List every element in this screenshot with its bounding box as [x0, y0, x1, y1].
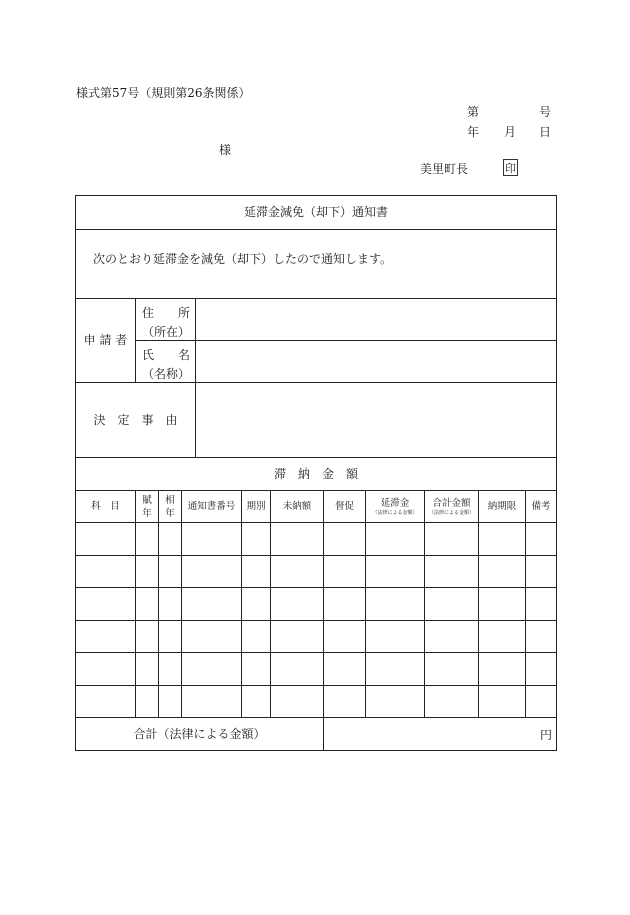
- seal-box: 印: [503, 159, 518, 176]
- reason-label: 決 定 事 由: [93, 412, 178, 427]
- column-header-text: 相: [165, 494, 175, 506]
- total-amount-field[interactable]: [324, 718, 534, 750]
- address-field[interactable]: [196, 299, 556, 340]
- column-header-period: 期別: [246, 501, 266, 512]
- rule: [75, 750, 557, 751]
- rule: [75, 229, 557, 230]
- column-header-text: 合計金額: [432, 498, 471, 509]
- column-header-text: 年: [165, 507, 175, 519]
- name-label-cell: [142, 346, 191, 382]
- doc-number-suffix: 号: [539, 105, 552, 119]
- total-unit: 円: [540, 728, 553, 742]
- column-header-subtext: （法律による金額）: [428, 510, 474, 516]
- column-header-subject: 科 目: [91, 501, 120, 512]
- issuer: 美里町長: [420, 162, 469, 176]
- date-year: 年: [467, 125, 480, 139]
- address-sublabel: （所在）: [142, 325, 191, 339]
- name-sublabel: （名称）: [142, 367, 191, 381]
- column-header-text: 年: [142, 507, 152, 519]
- notice-text: 次のとおり延滞金を減免（却下）したので通知します。: [93, 252, 393, 266]
- date-day: 日: [539, 125, 552, 139]
- recipient-suffix: 様: [219, 143, 232, 157]
- column-header-due-date: 納期限: [487, 501, 517, 512]
- rule: [135, 298, 136, 383]
- form-title: 延滞金減免（却下）通知書: [243, 205, 388, 219]
- reason-field[interactable]: [196, 383, 556, 457]
- address-label: 住 所: [142, 306, 191, 320]
- column-header-notice-number: 通知書番号: [187, 501, 236, 512]
- table-row[interactable]: [76, 523, 556, 555]
- column-header-demand: 督促: [334, 501, 354, 512]
- column-header-corresponding-year: [159, 491, 181, 522]
- doc-number-prefix: 第: [467, 105, 480, 119]
- applicant-label: 申 請 者: [83, 333, 128, 347]
- total-label: 合計（法律による金額）: [133, 726, 266, 741]
- column-header-late-fee: [366, 491, 424, 522]
- name-label: 氏 名: [142, 348, 191, 362]
- table-row[interactable]: [76, 556, 556, 587]
- amount-section-label: 滞 納 金 額: [273, 466, 358, 481]
- column-header-text: 延滞金: [380, 498, 410, 509]
- column-header-unpaid: 未納額: [282, 501, 312, 512]
- table-row[interactable]: [76, 588, 556, 620]
- table-row[interactable]: [76, 653, 556, 685]
- address-label-cell: [142, 304, 191, 340]
- column-header-assessment-year: [136, 491, 158, 522]
- table-row[interactable]: [76, 686, 556, 717]
- column-header-total: [425, 491, 478, 522]
- column-header-subtext: （法律による金額）: [372, 510, 418, 516]
- form-number: 様式第57号（規則第26条関係）: [76, 86, 251, 100]
- name-field[interactable]: [196, 341, 556, 382]
- column-header-text: 賦: [142, 494, 152, 506]
- rule: [556, 195, 557, 751]
- date-month: 月: [504, 125, 517, 139]
- table-row[interactable]: [76, 621, 556, 652]
- column-header-remarks: 備考: [531, 501, 551, 512]
